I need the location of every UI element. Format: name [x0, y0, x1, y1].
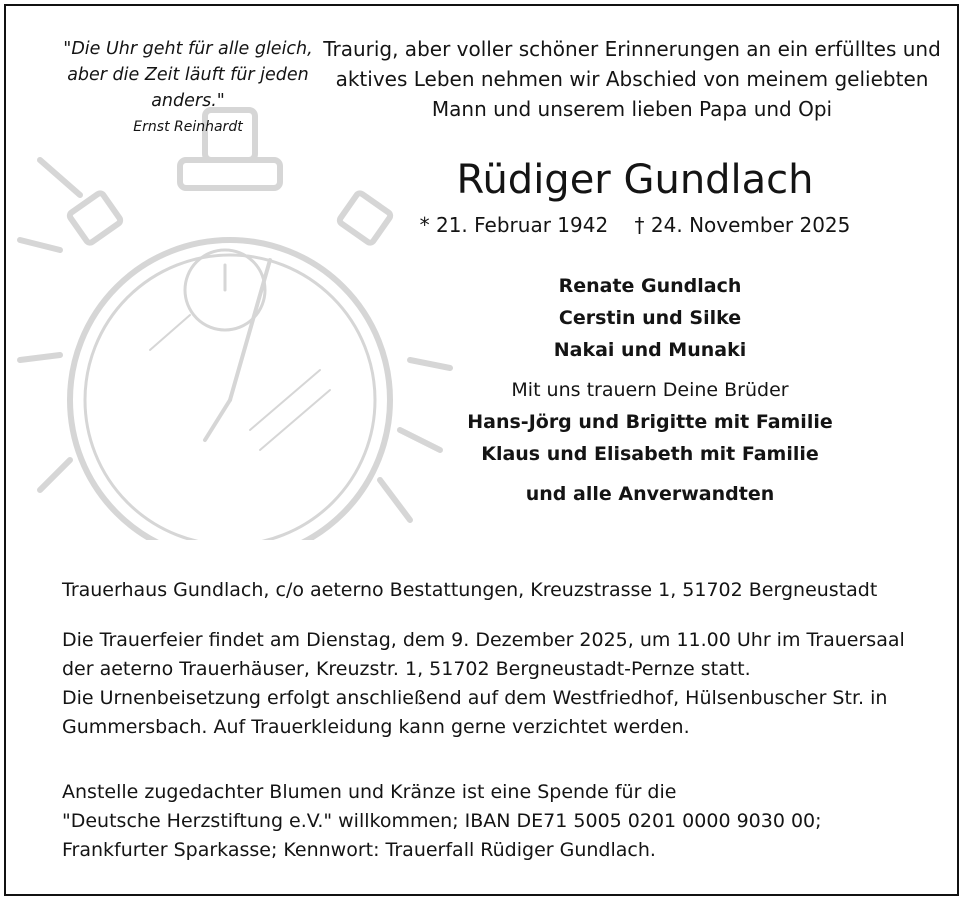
- family-member: Cerstin und Silke: [558, 307, 742, 329]
- intro-text: [322, 34, 942, 124]
- donation-line: Anstelle zugedachter Blumen und Kränze ist eine Spende für die: [62, 781, 677, 803]
- ceremony-line: der aeterno Trauerhäuser, Kreuzstr. 1, 51702 Bergneustadt-Pernze statt.: [62, 658, 751, 680]
- sibling-family: Hans-Jörg und Brigitte mit Familie: [467, 411, 833, 433]
- quote-author: Ernst Reinhardt: [133, 119, 243, 135]
- mourning-address: Trauerhaus Gundlach, c/o aeterno Bestattungen, Kreuzstrasse 1, 51702 Bergneustadt: [62, 579, 878, 601]
- quote-line: aber die Zeit läuft für jeden: [67, 65, 309, 85]
- intro-line: Traurig, aber voller schöner Erinnerungen an ein erfülltes und: [323, 37, 941, 61]
- family-member: Nakai und Munaki: [553, 339, 747, 361]
- donation-line: "Deutsche Herzstiftung e.V." willkommen; IBAN DE71 5005 0201 0000 9030 00;: [62, 810, 822, 832]
- family-member: Renate Gundlach: [558, 275, 742, 297]
- ceremony-line: Die Trauerfeier findet am Dienstag, dem 9. Dezember 2025, um 11.00 Uhr im Trauersaal: [62, 629, 905, 651]
- deceased-name: Rüdiger Gundlach: [456, 157, 814, 203]
- intro-line: Mann und unserem lieben Papa und Opi: [431, 97, 833, 121]
- mourners-intro: Mit uns trauern Deine Brüder: [511, 379, 789, 401]
- relatives: und alle Anverwandten: [525, 483, 775, 505]
- donation-info: [62, 778, 942, 865]
- intro-line: aktives Leben nehmen wir Abschied von meinem geliebten: [335, 67, 929, 91]
- epigraph-quote: [48, 36, 328, 138]
- donation-line: Frankfurter Sparkasse; Kennwort: Trauerfall Rüdiger Gundlach.: [62, 839, 656, 861]
- ceremony-info: [62, 626, 942, 742]
- life-dates: [340, 210, 930, 240]
- family-list: [400, 270, 900, 510]
- quote-line: "Die Uhr geht für alle gleich,: [63, 39, 313, 59]
- death-date: † 24. November 2025: [634, 213, 851, 237]
- quote-line: anders.": [151, 91, 225, 111]
- ceremony-line: Gummersbach. Auf Trauerkleidung kann gerne verzichtet werden.: [62, 716, 690, 738]
- sibling-family: Klaus und Elisabeth mit Familie: [481, 443, 819, 465]
- ceremony-line: Die Urnenbeisetzung erfolgt anschließend auf dem Westfriedhof, Hülsenbuscher Str. in: [62, 687, 888, 709]
- birth-date: * 21. Februar 1942: [419, 213, 609, 237]
